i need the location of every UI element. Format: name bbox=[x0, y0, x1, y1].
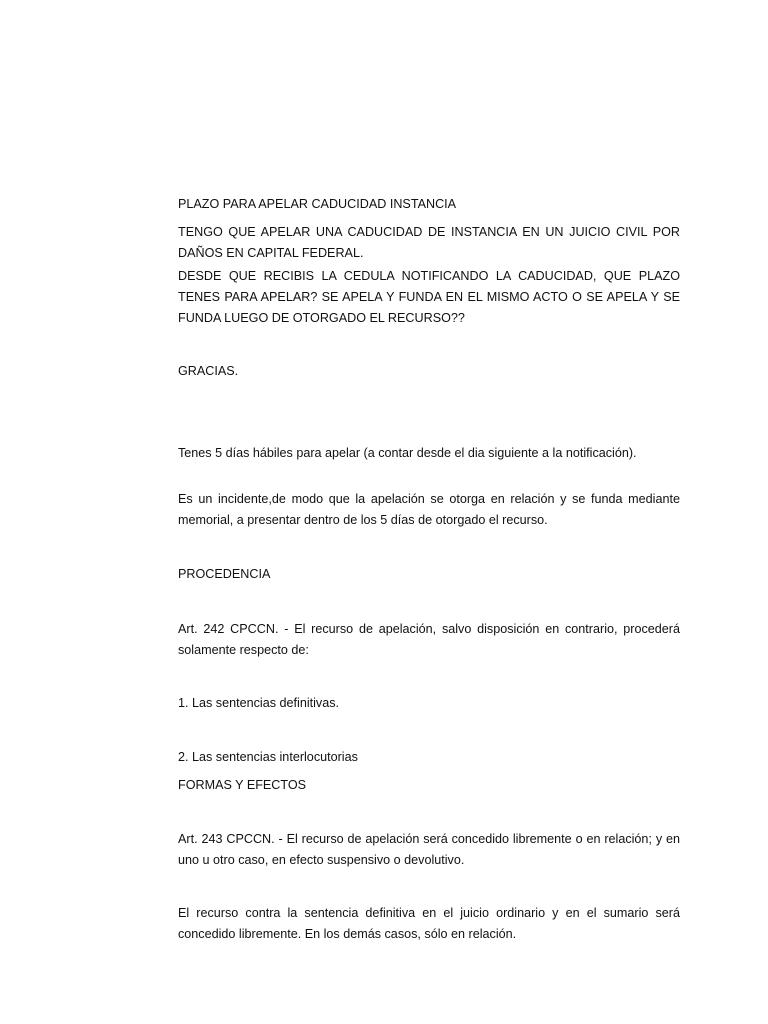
answer-paragraph-1: Tenes 5 días hábiles para apelar (a contar desde el dia siguiente a la notificación). bbox=[178, 446, 637, 460]
question-paragraph-1: TENGO QUE APELAR UNA CADUCIDAD DE INSTANCIA EN UN JUICIO CIVIL POR DAÑOS EN CAPITAL FEDERAL. bbox=[178, 225, 680, 260]
article-243-continuation: El recurso contra la sentencia definitiva en el juicio ordinario y en el sumario será concedido libremente. En los demás casos, sólo en relación. bbox=[178, 906, 680, 941]
thanks-text: GRACIAS. bbox=[178, 364, 239, 378]
article-243-paragraph: Art. 243 CPCCN. - El recurso de apelación será concedido libremente o en relación; y en uno u otro caso, en efecto suspensivo o devolutivo. bbox=[178, 832, 680, 867]
answer-paragraph-2: Es un incidente,de modo que la apelación se otorga en relación y se funda mediante memorial, a presentar dentro de los 5 días de otorgado el recurso. bbox=[178, 492, 680, 527]
question-paragraph-2: DESDE QUE RECIBIS LA CEDULA NOTIFICANDO LA CADUCIDAD, QUE PLAZO TENES PARA APELAR? SE APELA Y FUNDA EN EL MISMO ACTO O SE APELA Y SE FUNDA LUEGO DE OTORGADO EL RECURSO?? bbox=[178, 269, 680, 325]
list-item-1: 1. Las sentencias definitivas. bbox=[178, 696, 340, 710]
article-242-paragraph: Art. 242 CPCCN. - El recurso de apelación, salvo disposición en contrario, procederá solamente respecto de: bbox=[178, 622, 680, 657]
list-item-2: 2. Las sentencias interlocutorias bbox=[178, 750, 358, 764]
document-title: PLAZO PARA APELAR CADUCIDAD INSTANCIA bbox=[178, 197, 457, 211]
heading-procedencia: PROCEDENCIA bbox=[178, 567, 271, 581]
heading-formas-efectos: FORMAS Y EFECTOS bbox=[178, 778, 307, 792]
